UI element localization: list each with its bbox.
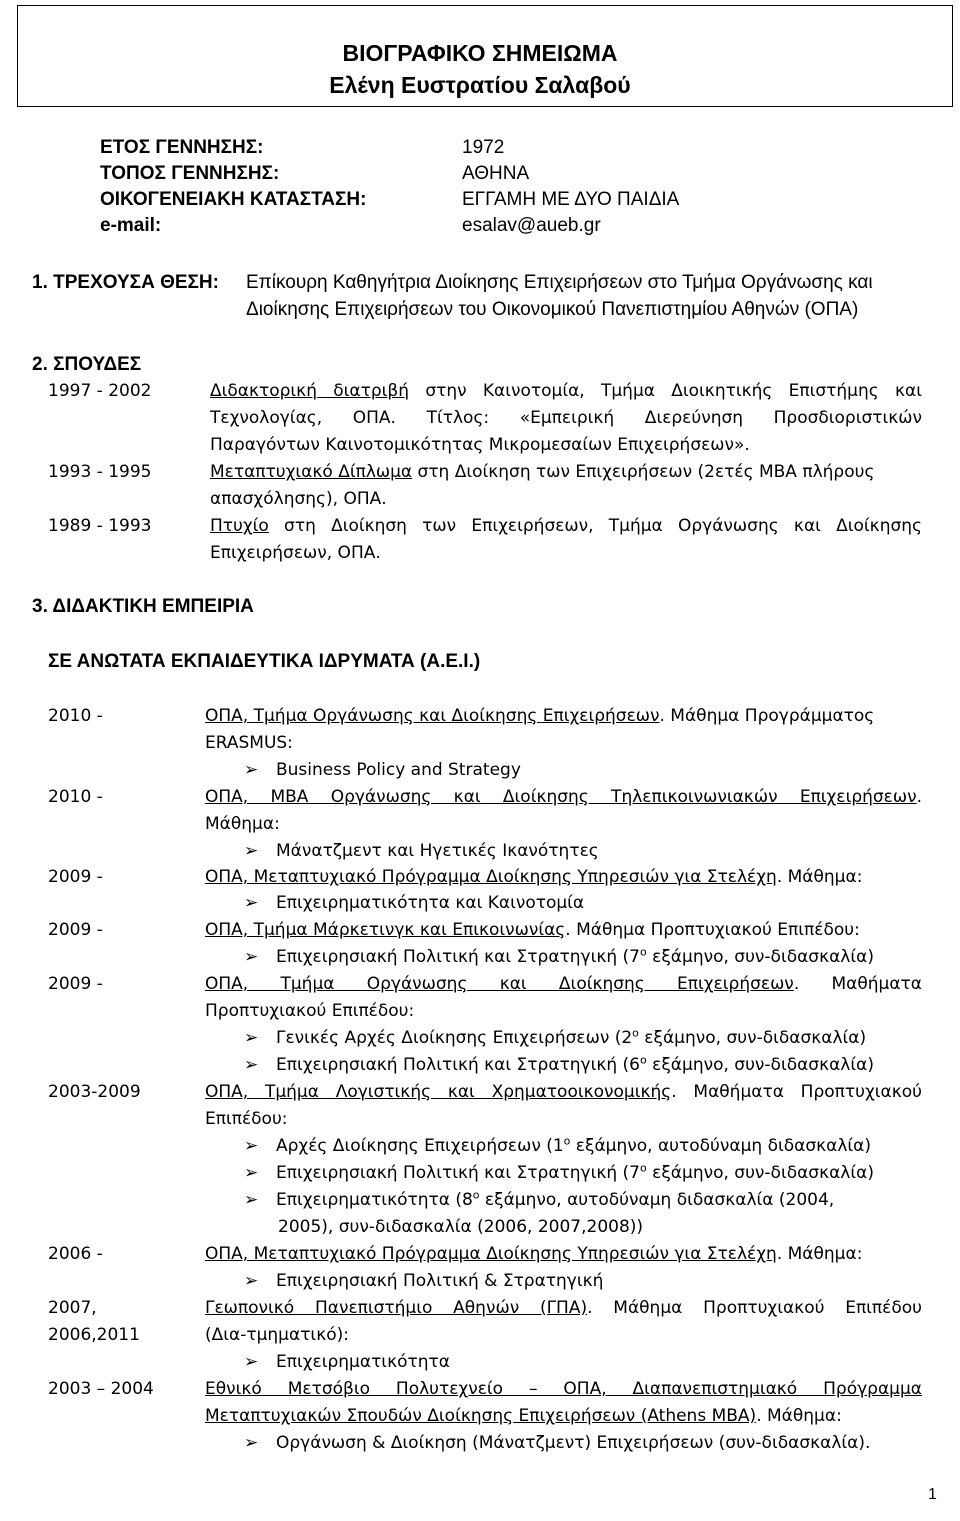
current-position-line: Διοίκησης Επιχειρήσεων του Οικονομικού Πανεπιστημίου Αθηνών (ΟΠΑ): [246, 299, 859, 320]
teaching-entry: Γεωπονικό Πανεπιστήμιο Αθηνών (ΓΠΑ). Μάθημα Προπτυχιακού Επιπέδου: [205, 1298, 922, 1318]
arrow-bullet-icon: ➢: [244, 1055, 259, 1075]
course-bullet: ➢ Επιχειρησιακή Πολιτική και Στρατηγική ($7^o$ εξάμηνο, συν-διδασκαλία): [244, 1160, 874, 1187]
arrow-bullet-icon: ➢: [244, 841, 259, 861]
marital-status-label: ΟΙΚΟΓΕΝΕΙΑΚΗ ΚΑΤΑΣΤΑΣΗ:: [100, 189, 367, 210]
arrow-bullet-icon: ➢: [244, 1271, 259, 1291]
birth-place-label: ΤΟΠΟΣ ΓΕΝΝΗΣΗΣ:: [100, 163, 280, 184]
teaching-heading: 3. ΔΙΔΑΚΤΙΚΗ ΕΜΠΕΙΡΙΑ: [32, 596, 254, 617]
teaching-years: 2003 – 2004: [48, 1379, 154, 1399]
teaching-entry: Εθνικό Μετσόβιο Πολυτεχνείο – ΟΠΑ, Διαπανεπιστημιακό Πρόγραμμα: [205, 1379, 922, 1399]
arrow-bullet-icon: ➢: [244, 1190, 259, 1210]
arrow-bullet-icon: ➢: [244, 760, 259, 780]
teaching-entry: ΟΠΑ, Μεταπτυχιακό Πρόγραμμα Διοίκησης Υπηρεσιών για Στελέχη. Μάθημα:: [205, 867, 863, 887]
studies-heading: 2. ΣΠΟΥΔΕΣ: [32, 354, 142, 375]
birth-place-value: ΑΘΗΝΑ: [462, 163, 530, 184]
teaching-entry: ΟΠΑ, MBA Οργάνωσης και Διοίκησης Τηλεπικοινωνιακών Επιχειρήσεων.: [205, 787, 922, 807]
arrow-bullet-icon: ➢: [244, 1433, 259, 1453]
teaching-subheading: ΣΕ ΑΝΩΤΑΤΑ ΕΚΠΑΙΔΕΥΤΙΚΑ ΙΔΡΥΜΑΤΑ (Α.Ε.Ι.): [48, 651, 481, 672]
study-description: Επιχειρήσεων, ΟΠΑ.: [210, 543, 381, 563]
study-description: απασχόλησης), ΟΠΑ.: [210, 489, 387, 509]
arrow-bullet-icon: ➢: [244, 947, 259, 967]
teaching-entry: Προπτυχιακού Επιπέδου:: [205, 1001, 415, 1021]
teaching-years: 2009 -: [48, 920, 103, 940]
arrow-bullet-icon: ➢: [244, 893, 259, 913]
birth-year-label: ΕΤΟΣ ΓΕΝΝΗΣΗΣ:: [100, 137, 264, 158]
arrow-bullet-icon: ➢: [244, 1352, 259, 1372]
arrow-bullet-icon: ➢: [244, 1163, 259, 1183]
course-bullet: ➢ Business Policy and Strategy: [244, 757, 521, 784]
teaching-years: 2006,2011: [48, 1325, 140, 1345]
study-description: Πτυχίο στη Διοίκηση των Επιχειρήσεων, Τμήμα Οργάνωσης και Διοίκησης: [210, 516, 922, 536]
teaching-entry: ΟΠΑ, Τμήμα Οργάνωσης και Διοίκησης Επιχειρήσεων. Μαθήματα: [205, 974, 922, 994]
teaching-entry: (Δια-τμηματικό):: [205, 1325, 349, 1345]
teaching-entry: Επιπέδου:: [205, 1109, 288, 1129]
birth-year-value: 1972: [462, 137, 505, 158]
document-title: ΒΙΟΓΡΑΦΙΚΟ ΣΗΜΕΙΩΜΑ: [342, 40, 618, 66]
email-label: e-mail:: [100, 215, 162, 236]
teaching-entry: ΟΠΑ, Τμήμα Μάρκετινγκ και Επικοινωνίας. Μάθημα Προπτυχιακού Επιπέδου:: [205, 920, 860, 940]
teaching-years: 2007,: [48, 1298, 97, 1318]
study-description: Τεχνολογίας, ΟΠΑ. Τίτλος: «Εμπειρική Διερεύνηση Προσδιοριστικών: [210, 408, 922, 428]
teaching-entry: ΟΠΑ, Τμήμα Λογιστικής και Χρηματοοικονομικής. Μαθήματα Προπτυχιακού: [205, 1082, 922, 1102]
course-bullet: ➢ Επιχειρηματικότητα: [244, 1349, 450, 1376]
teaching-entry: Μάθημα:: [205, 814, 280, 834]
teaching-years: 2010 -: [48, 706, 103, 726]
teaching-entry: ΟΠΑ, Τμήμα Οργάνωσης και Διοίκησης Επιχειρήσεων. Μάθημα Προγράμματος: [205, 706, 875, 726]
study-years: 1989 - 1993: [48, 516, 152, 536]
study-description: Μεταπτυχιακό Δίπλωμα στη Διοίκηση των Επιχειρήσεων (2ετές ΜΒΑ πλήρους: [210, 462, 875, 482]
teaching-years: 2010 -: [48, 787, 103, 807]
teaching-years: 2003-2009: [48, 1082, 141, 1102]
current-position-label: 1. ΤΡΕΧΟΥΣΑ ΘΕΣΗ:: [32, 272, 219, 293]
course-bullet: ➢ Μάνατζμεντ και Ηγετικές Ικανότητες: [244, 838, 599, 865]
teaching-years: 2006 -: [48, 1244, 103, 1264]
course-bullet: ➢ Επιχειρησιακή Πολιτική & Στρατηγική: [244, 1268, 603, 1295]
page-number: 1: [928, 1486, 937, 1503]
study-years: 1997 - 2002: [48, 381, 152, 401]
course-bullet: ➢ Επιχειρησιακή Πολιτική και Στρατηγική ($6^o$ εξάμηνο, συν-διδασκαλία): [244, 1052, 874, 1079]
arrow-bullet-icon: ➢: [244, 1028, 259, 1048]
teaching-years: 2009 -: [48, 867, 103, 887]
study-description: Διδακτορική διατριβή στην Καινοτομία, Τμήμα Διοικητικής Επιστήμης και: [210, 381, 922, 401]
teaching-entry: Μεταπτυχιακών Σπουδών Διοίκησης Επιχειρήσεων (Athens MBA). Μάθημα:: [205, 1406, 842, 1426]
course-bullet: ➢ Γενικές Αρχές Διοίκησης Επιχειρήσεων ($2^o$ εξάμηνο, συν-διδασκαλία): [244, 1025, 866, 1052]
study-years: 1993 - 1995: [48, 462, 152, 482]
person-name: Ελένη Ευστρατίου Σαλαβού: [329, 72, 631, 98]
course-bullet: ➢ Οργάνωση & Διοίκηση (Μάνατζμεντ) Επιχειρήσεων (συν-διδασκαλία).: [244, 1430, 870, 1457]
course-bullet: ➢ Αρχές Διοίκησης Επιχειρήσεων ($1^o$ εξάμηνο, αυτοδύναμη διδασκαλία): [244, 1133, 871, 1160]
course-bullet: ➢ Επιχειρησιακή Πολιτική και Στρατηγική ($7^o$ εξάμηνο, συν-διδασκαλία): [244, 944, 874, 971]
course-bullet: ➢ Επιχειρηματικότητα ($8^o$ εξάμηνο, αυτοδύναμη διδασκαλία (2004,: [244, 1187, 834, 1214]
course-bullet-continuation: 2005), συν-διδασκαλία (2006, 2007,2008)): [278, 1217, 644, 1237]
teaching-entry: ΟΠΑ, Μεταπτυχιακό Πρόγραμμα Διοίκησης Υπηρεσιών για Στελέχη. Μάθημα:: [205, 1244, 863, 1264]
arrow-bullet-icon: ➢: [244, 1136, 259, 1156]
teaching-entry: ERASMUS:: [205, 733, 293, 753]
email-value: esalav@aueb.gr: [462, 215, 601, 236]
current-position-line: Επίκουρη Καθηγήτρια Διοίκησης Επιχειρήσεων στο Τμήμα Οργάνωσης και: [246, 272, 873, 293]
marital-status-value: ΕΓΓΑΜΗ ΜΕ ΔΥΟ ΠΑΙΔΙΑ: [462, 189, 680, 210]
teaching-years: 2009 -: [48, 974, 103, 994]
course-bullet: ➢ Επιχειρηματικότητα και Καινοτομία: [244, 890, 584, 917]
study-description: Παραγόντων Καινοτομικότητας Μικρομεσαίων Επιχειρήσεων».: [210, 435, 750, 455]
